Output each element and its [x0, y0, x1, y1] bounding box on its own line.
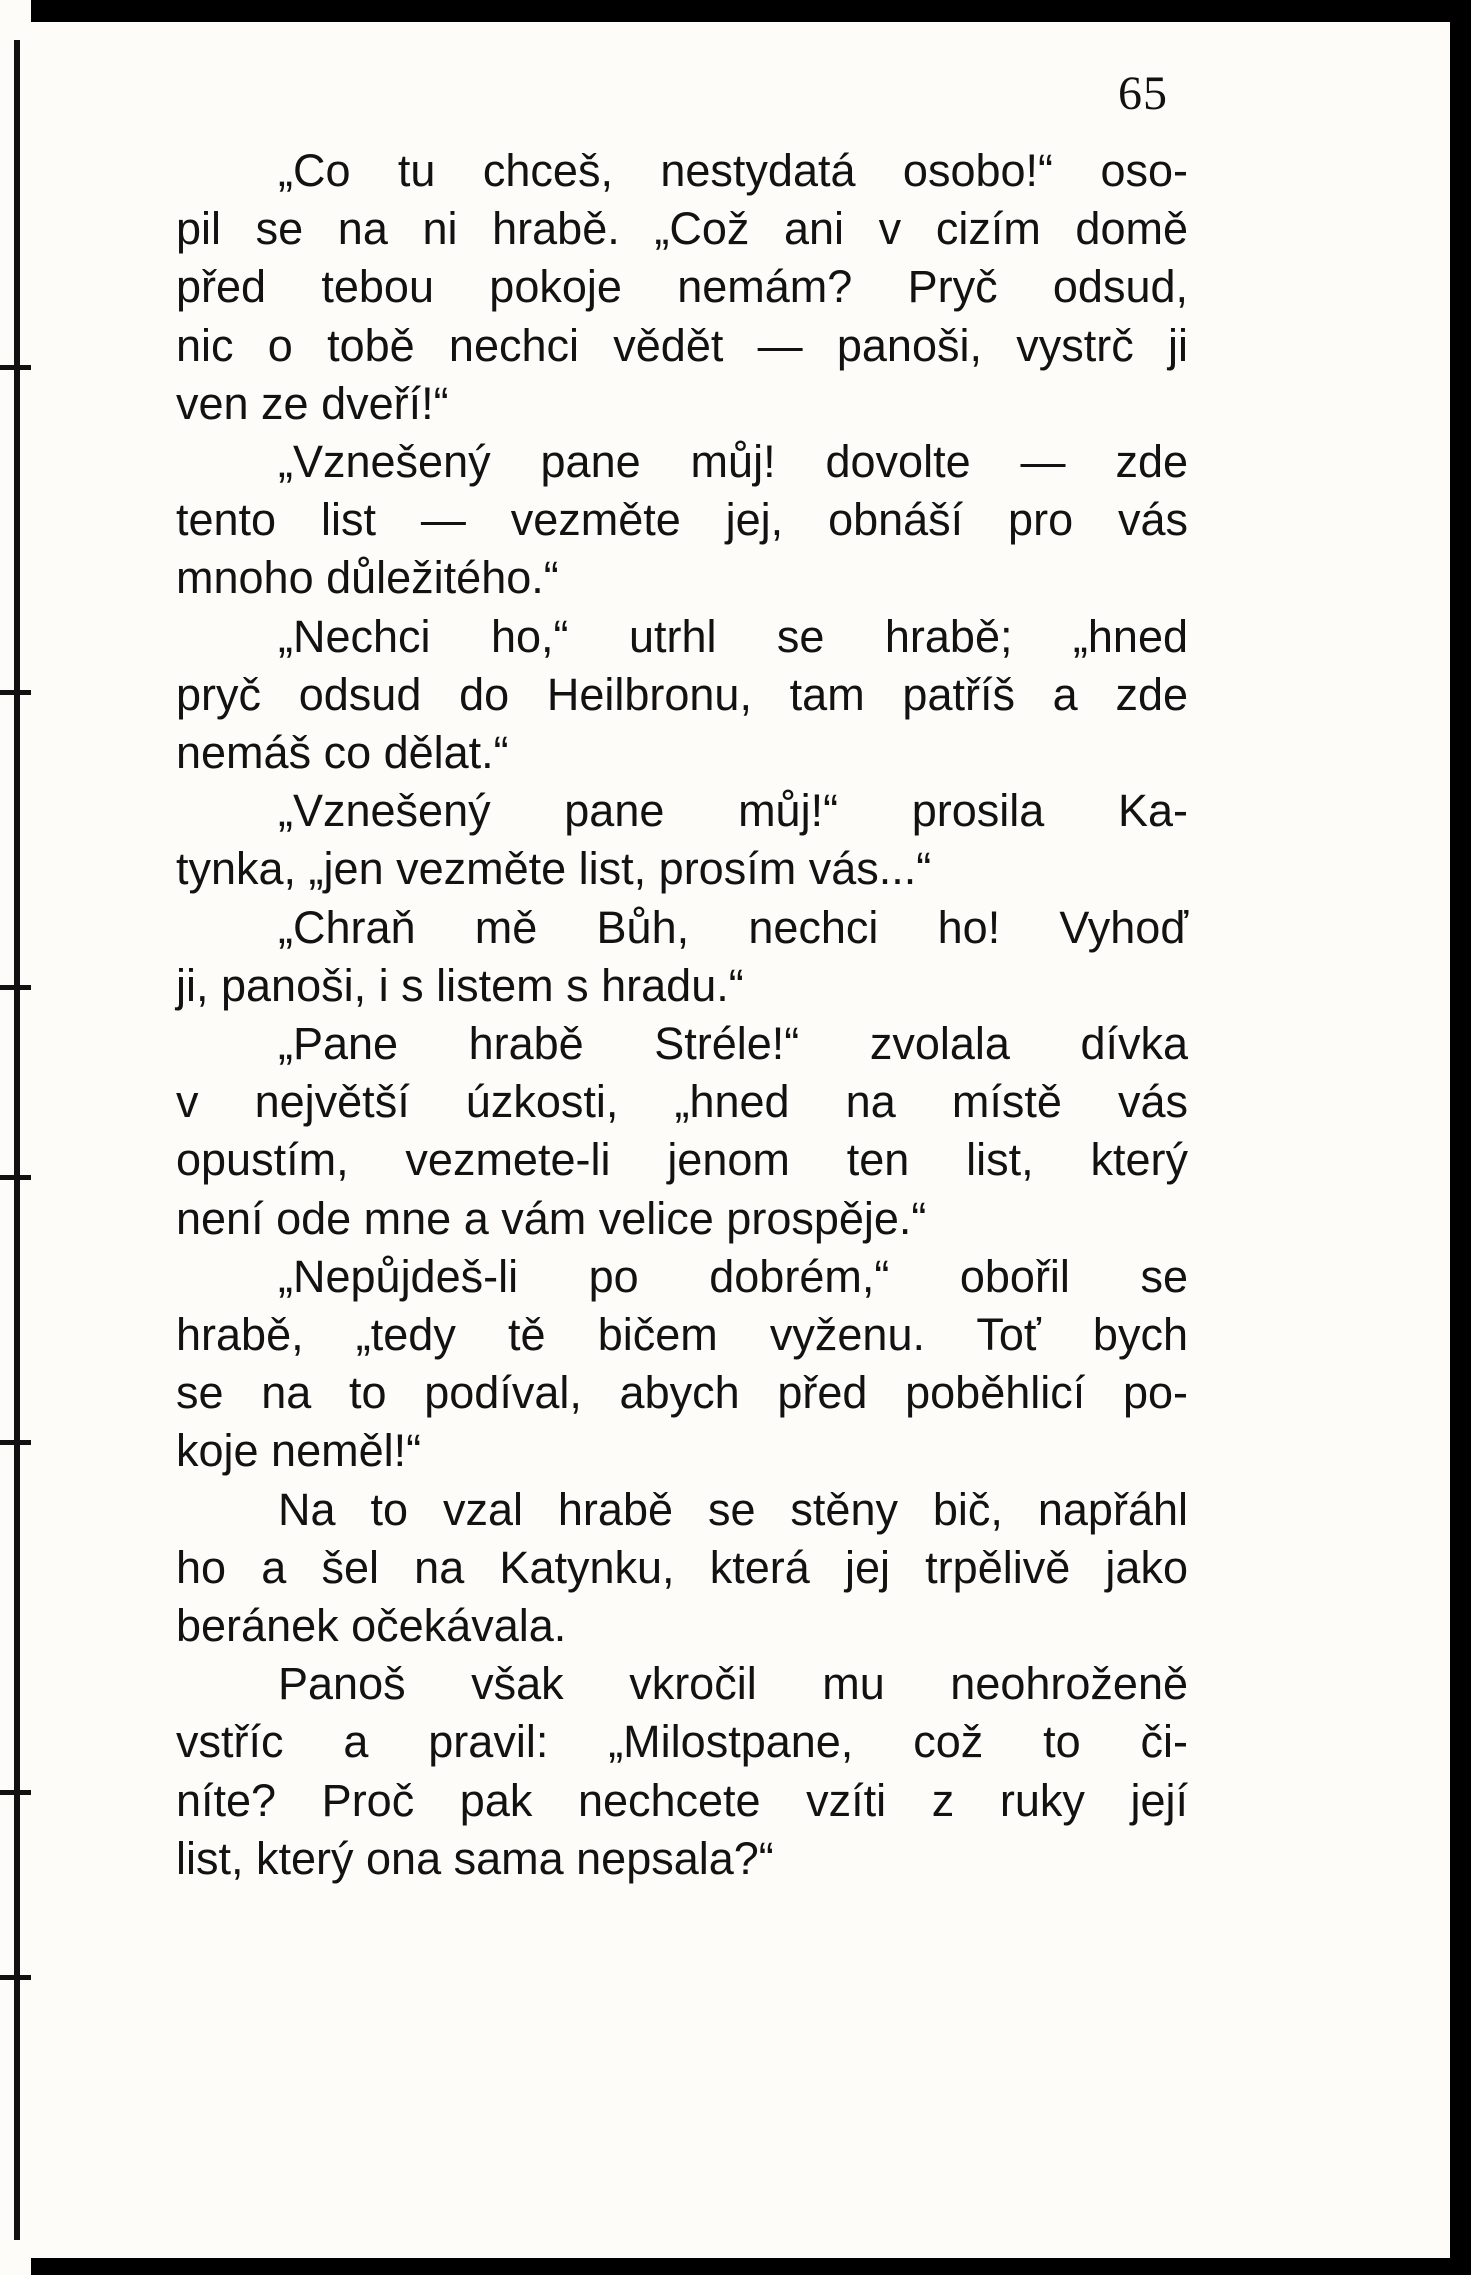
- text-line: „Pane hrabě Stréle!“ zvolala dívka: [278, 1018, 1188, 1070]
- text-line: tynka, „jen vezměte list, prosím vás...“: [176, 843, 932, 895]
- binding-tick: [0, 690, 31, 695]
- text-line: nic o tobě nechci vědět — panoši, vystrč ji: [176, 319, 1188, 371]
- text-line: ji, panoši, i s listem s hradu.“: [176, 959, 744, 1011]
- text-line: pil se na ni hrabě. „Což ani v cizím domě: [176, 203, 1188, 255]
- text-line: „Nechci ho,“ utrhl se hrabě; „hned: [278, 610, 1188, 662]
- binding-tick: [0, 1175, 31, 1180]
- text-line: Panoš však vkročil mu neohroženě: [278, 1658, 1188, 1710]
- text-line: list, který ona sama nepsala?“: [176, 1832, 774, 1884]
- text-line: v největší úzkosti, „hned na místě vás: [176, 1076, 1188, 1128]
- text-line: vstříc a pravil: „Milostpane, což to či-: [176, 1716, 1188, 1768]
- text-line: se na to podíval, abych před poběhlicí po-: [176, 1367, 1188, 1419]
- text-line: nemáš co dělat.“: [176, 727, 509, 779]
- text-line: „Co tu chceš, nestydatá osobo!“ oso-: [278, 145, 1188, 196]
- body-text: [176, 142, 1188, 1888]
- text-line: pryč odsud do Heilbronu, tam patříš a zde: [176, 668, 1188, 720]
- text-line: Na to vzal hrabě se stěny bič, napřáhl: [278, 1483, 1188, 1535]
- text-line: není ode mne a vám velice prospěje.“: [176, 1192, 927, 1244]
- binding-edge: [0, 0, 31, 2275]
- page-number: 65: [1118, 67, 1168, 120]
- text-line: ho a šel na Katynku, která jej trpělivě jako: [176, 1541, 1188, 1593]
- text-line: ven ze dveří!“: [176, 377, 449, 429]
- text-line: koje neměl!“: [176, 1425, 422, 1477]
- text-line: mnoho důležitého.“: [176, 552, 559, 604]
- binding-tick: [0, 365, 31, 370]
- text-line: níte? Proč pak nechcete vzíti z ruky její: [176, 1774, 1188, 1826]
- text-line: před tebou pokoje nemám? Pryč odsud,: [176, 261, 1188, 313]
- text-line: beránek očekávala.: [176, 1600, 567, 1652]
- binding-tick: [0, 1790, 31, 1795]
- text-line: „Vznešený pane můj! dovolte — zde: [278, 436, 1188, 488]
- text-line: opustím, vezmete-li jenom ten list, který: [176, 1134, 1188, 1186]
- binding-tick: [0, 985, 31, 990]
- text-line: tento list — vezměte jej, obnáší pro vás: [176, 494, 1188, 546]
- text-line: „Nepůjdeš-li po dobrém,“ obořil se: [278, 1250, 1188, 1302]
- binding-tick: [0, 1440, 31, 1445]
- text-line: „Vznešený pane můj!“ prosila Ka-: [278, 785, 1188, 837]
- binding-rule: [14, 40, 20, 2240]
- text-line: „Chraň mě Bůh, nechci ho! Vyhoď: [278, 901, 1188, 953]
- binding-tick: [0, 1975, 31, 1980]
- text-line: hrabě, „tedy tě bičem vyženu. Toť bych: [176, 1309, 1188, 1361]
